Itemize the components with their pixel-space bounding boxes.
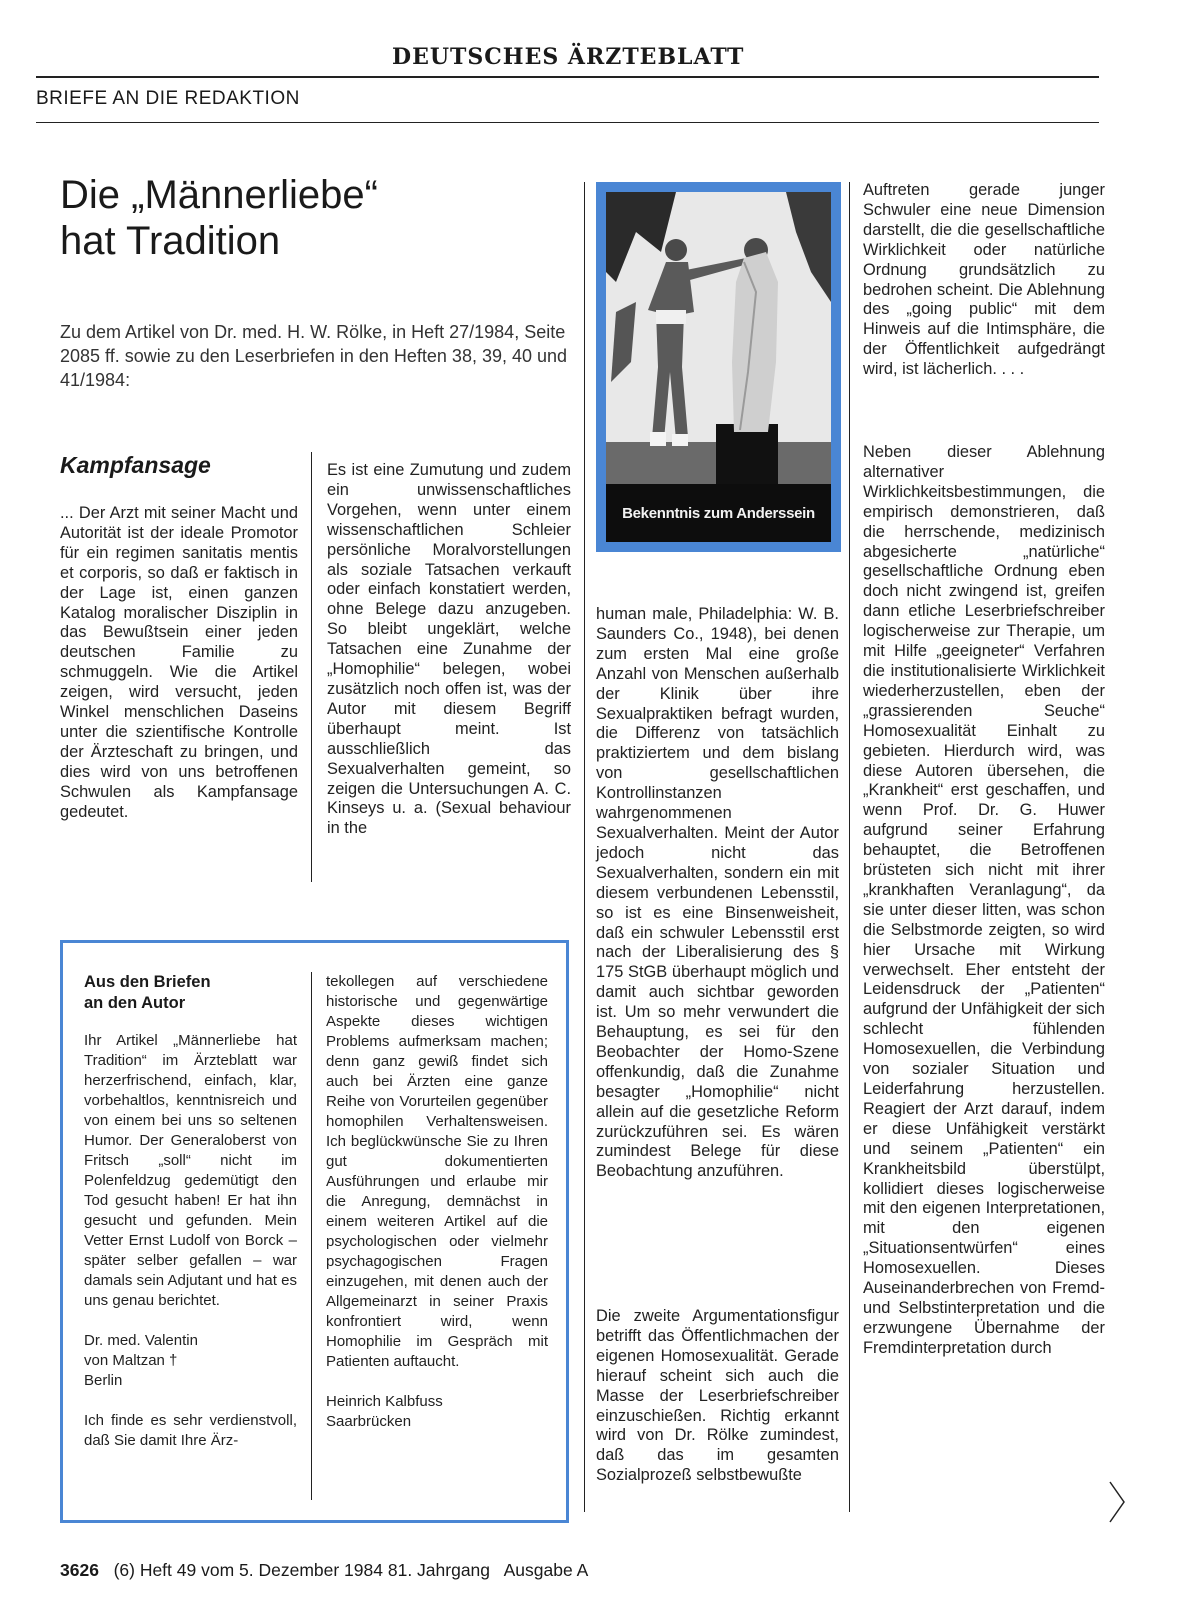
letters-box-column-2 <box>326 972 548 1432</box>
signature-line: von Maltzan † <box>84 1352 178 1369</box>
letter-subhead: Kampfansage <box>60 452 211 478</box>
signature-line: Saarbrücken <box>326 1413 412 1430</box>
letter-2-text-start: Ich finde es sehr verdienstvoll, daß Sie damit Ihre Ärz- <box>84 1412 297 1449</box>
letters-box-column-1 <box>84 1031 297 1451</box>
letter-2-text-continued: tekollegen auf verschiedene historische und gegenwärtige Aspekte dieses wichtigen Problems aufmerksam machen; denn ganz gewiß findet sich auch bei Ärzten eine ganze Reihe von Vorurteilen gegenüber homophilen Verhaltensweisen. Ich beglückwünsche Sie zu Ihren gut dokumentierten Ausführungen und erlaube mir die Anregung, demnächst in einem weiteren Artikel auf die psychologischen oder vielmehr psychagogischen Fragen einzugehen, mit denen auch der Allgemeinarzt in seiner Praxis konfrontiert wird, wenn Homophilie im Gespräch mit Patienten auftaucht. <box>326 973 548 1370</box>
title-line-1: Die „Männerliebe“ <box>60 173 378 217</box>
body-column-3: human male, Philadelphia: W. B. Saunders Co., 1948), bei denen zum ersten Mal eine große Anzahl von Menschen außerhalb der Klinik über ihre Sexualpraktiken befragt wurden, die Differenz von tatsächlich praktiziertem und dem bislang von gesellschaftlichen Kontrollinstanzen wahrgenommenen Sexualverhalten. Meint der Autor jedoch nicht das Sexualverhalten, sondern ein mit diesem verbundenen Lebensstil, so ist es eine Binsenweisheit, daß ein schwuler Lebensstil erst nach der Liberalisierung des § 175 StGB überhaupt möglich und damit auch sichtbar geworden ist. Um so mehr verwundert die Behauptung, es sei für den Beobachter der Homo-Szene offenkundig, daß die Zunahme besagter „Homophilie“ nicht allein auf die gesetzliche Reform zurückzuführen sei. Es wären zumindest Belege für diese Beobachtung anzuführen. <box>596 605 839 1181</box>
signature-line: Berlin <box>84 1372 123 1389</box>
column-rule <box>311 452 312 882</box>
photo-illustration <box>606 192 831 484</box>
letters-box-title-line-1: Aus den Briefen <box>84 973 211 991</box>
page-number: 3626 <box>60 1560 99 1580</box>
column-rule <box>584 182 585 1512</box>
photo-image <box>606 192 831 542</box>
page-footer <box>60 1560 588 1581</box>
photo-caption: Bekenntnis zum Anderssein <box>606 484 831 542</box>
letter-1-text: Ihr Artikel „Männerliebe hat Tradition“ im Ärzteblatt war herzerfrischend, einfach, klar, vorbehaltlos, kenntnisreich und von einem bei uns so seltenen Humor. Der Generaloberst von Fritsch „soll“ nicht im Polenfeldzug gedemütigt den Tod gesucht haben! Er hat ihn gesucht und gefunden. Mein Vetter Ernst Ludolf von Borck – später selber gefallen – war damals sein Adjutant und hat es uns genau berichtet. <box>84 1032 297 1309</box>
letter-2-signature <box>326 1392 548 1432</box>
body-column-4-paragraph-2: Neben dieser Ablehnung alternativer Wirklichkeitsbestimmungen, die empirisch demonstrieren, daß die herrschende, medizinisch abgesicherte „natürliche“ gesellschaftliche Ordnung eben doch nicht zwingend ist, greifen dann etliche Leserbriefschreiber logischerweise zur Therapie, um mit Hilfe „geeigneter“ Verfahren die institutionalisierte Wirklichkeit wiederherzustellen, eben der „grassierenden Seuche“ Homosexualität Einhalt zu gebieten. Hierdurch wird, was diese Autoren übersehen, die „Krankheit“ erst geschaffen, und wenn Prof. Dr. G. Huwer aufgrund seiner Erfahrung behauptet, die Betroffenen brüsteten sich nicht mit ihrer „krankhaften Veranlagung“, da sie unter dieser litten, was schon die Selbstmorde zeigten, so wird hier Ursache mit Wirkung verwechselt. Eher entsteht der Leidensdruck der „Patienten“ aufgrund der Unfähigkeit der sich schlecht fühlenden Homosexuellen, die Verbindung von sozialer Situation und Leiderfahrung herzustellen. Reagiert der Arzt darauf, indem er diese Unfähigkeit verstärkt und seinem „Patienten“ ein Krankheitsbild überstülpt, kollidiert dieses logischerweise mit den eigenen Interpretationen, mit den eigenen „Situationsentwürfen“ eines Homosexuellen. Dieses Auseinanderbrechen von Fremd- und Selbstinterpretation und die erzwungene Übernahme der Fremdinterpretation durch <box>863 443 1105 1357</box>
letter-1-signature <box>84 1331 297 1391</box>
article-intro: Zu dem Artikel von Dr. med. H. W. Rölke, in Heft 27/1984, Seite 2085 ff. sowie zu den Leserbriefen in den Heften 38, 39, 40 und 41/1984: <box>60 322 568 390</box>
title-line-2: hat Tradition <box>60 219 281 263</box>
photo-frame <box>596 182 841 552</box>
letters-box-title <box>84 972 284 1014</box>
signature-line: Dr. med. Valentin <box>84 1332 198 1349</box>
continue-arrow-icon <box>1107 1480 1127 1524</box>
column-rule <box>849 182 850 1512</box>
section-rule <box>36 122 1099 123</box>
body-column-3-paragraph-2: Die zweite Argumentationsfigur betrifft das Öffentlichmachen der eigenen Homosexualität. Gerade hierauf scheint sich auch die Masse der Leserbriefschreiber einzuschießen. Richtig erkannt wird von Dr. Rölke zumindest, daß das im gesamten Sozialprozeß selbstbewußte <box>596 1307 839 1485</box>
signature-line: Heinrich Kalbfuss <box>326 1393 443 1410</box>
issue-info: (6) Heft 49 vom 5. Dezember 1984 81. Jahrgang Ausgabe A <box>113 1560 589 1580</box>
letters-box-title-line-2: an den Autor <box>84 994 186 1012</box>
header-rule <box>36 76 1099 78</box>
body-column-4: Auftreten gerade junger Schwuler eine neue Dimension darstellt, die die gesellschaftliche Wirklichkeit oder natürliche Ordnung grundsätzlich zu bedrohen scheint. Die Ablehnung des „going public“ mit dem Hinweis auf die Intimsphäre, die der Öffentlichkeit aufgedrängt wird, ist lächerlich. . . . <box>863 181 1105 379</box>
article-title <box>60 172 540 264</box>
section-label: BRIEFE AN DIE REDAKTION <box>36 88 300 109</box>
body-column-1: ... Der Arzt mit seiner Macht und Autorität ist der ideale Promotor für ein regimen sanitatis mentis et corporis, so daß er faktisch in der Lage ist, einen ganzen Katalog moralischer Disziplin in das Bewußtsein einer jeden deutschen Familie zu schmuggeln. Wie die Artikel zeigen, wird versucht, jeden Winkel menschlichen Daseins unter die szientifische Kontrolle der Ärzteschaft zu bringen, und dies wird von uns betroffenen Schwulen als Kampfansage gedeutet. <box>60 504 298 821</box>
letters-box-column-rule <box>311 972 312 1500</box>
body-column-2: Es ist eine Zumutung und zudem ein unwissenschaftliches Vorgehen, wenn unter einem wissenschaftlichen Schleier persönliche Moralvorstellungen als soziale Tatsachen verkauft oder einfach konstatiert werden, ohne Belege dazu anzugeben. So bleibt ungeklärt, welche Tatsachen eine Zunahme der „Homophilie“ belegen, wobei zusätzlich noch offen ist, was der Autor mit diesem Begriff überhaupt meint. Ist ausschließlich das Sexualverhalten gemeint, so zeigen die Untersuchungen A. C. Kinseys u. a. (Sexual behaviour in the <box>327 461 571 838</box>
masthead: DEUTSCHES ÄRZTEBLATT <box>392 44 745 70</box>
